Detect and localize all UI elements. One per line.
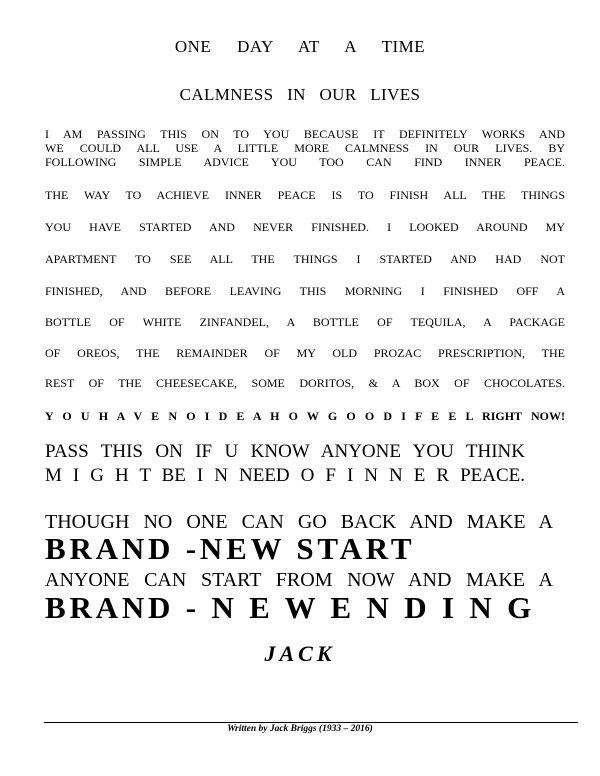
pass-line-2: M I G H T BE I N NEED O F I N N E R PEACE. bbox=[45, 465, 525, 486]
footer-credit: Written by Jack Briggs (1933 – 2016) bbox=[227, 724, 373, 734]
intro-line-1: I AM PASSING THIS ON TO YOU BECAUSE IT DEFINITELY WORKS AND bbox=[45, 127, 565, 141]
footer-divider bbox=[44, 722, 578, 723]
body-line-4: FINISHED, AND BEFORE LEAVING THIS MORNING I FINISHED OFF A bbox=[45, 284, 565, 298]
body-line-1: THE WAY TO ACHIEVE INNER PEACE IS TO FINISH ALL THE THINGS bbox=[45, 188, 565, 202]
body-line-6: OF OREOS, THE REMAINDER OF MY OLD PROZAC PRESCRIPTION, THE bbox=[45, 346, 565, 360]
intro-line-2: WE COULD ALL USE A LITTLE MORE CALMNESS IN OUR LIVES. BY bbox=[45, 141, 565, 155]
emphasis-line: Y O U H A V E N O I D E A H O W G O O D I F E E L RIGHT NOW! bbox=[45, 409, 565, 423]
closing-line-2: BRAND -NEW START bbox=[45, 531, 416, 566]
closing-line-4: BRAND - N E W E N D I N G bbox=[45, 590, 536, 625]
body-line-3: APARTMENT TO SEE ALL THE THINGS I STARTED AND HAD NOT bbox=[45, 252, 565, 266]
closing-line-3: ANYONE CAN START FROM NOW AND MAKE A bbox=[45, 569, 553, 591]
body-line-2: YOU HAVE STARTED AND NEVER FINISHED. I LOOKED AROUND MY bbox=[45, 220, 565, 234]
signature: JACK bbox=[264, 641, 336, 666]
page-subtitle: CALMNESS IN OUR LIVES bbox=[179, 85, 421, 104]
body-line-7: REST OF THE CHEESECAKE, SOME DORITOS, & A BOX OF CHOCOLATES. bbox=[45, 376, 565, 390]
closing-line-1: THOUGH NO ONE CAN GO BACK AND MAKE A bbox=[45, 511, 553, 533]
page-title: ONE DAY AT A TIME bbox=[174, 37, 426, 56]
intro-line-3: FOLLOWING SIMPLE ADVICE YOU TOO CAN FIND INNER PEACE. bbox=[45, 155, 565, 169]
body-line-5: BOTTLE OF WHITE ZINFANDEL, A BOTTLE OF TEQUILA, A PACKAGE bbox=[45, 315, 565, 329]
pass-line-1: PASS THIS ON IF U KNOW ANYONE YOU THINK bbox=[45, 441, 525, 462]
